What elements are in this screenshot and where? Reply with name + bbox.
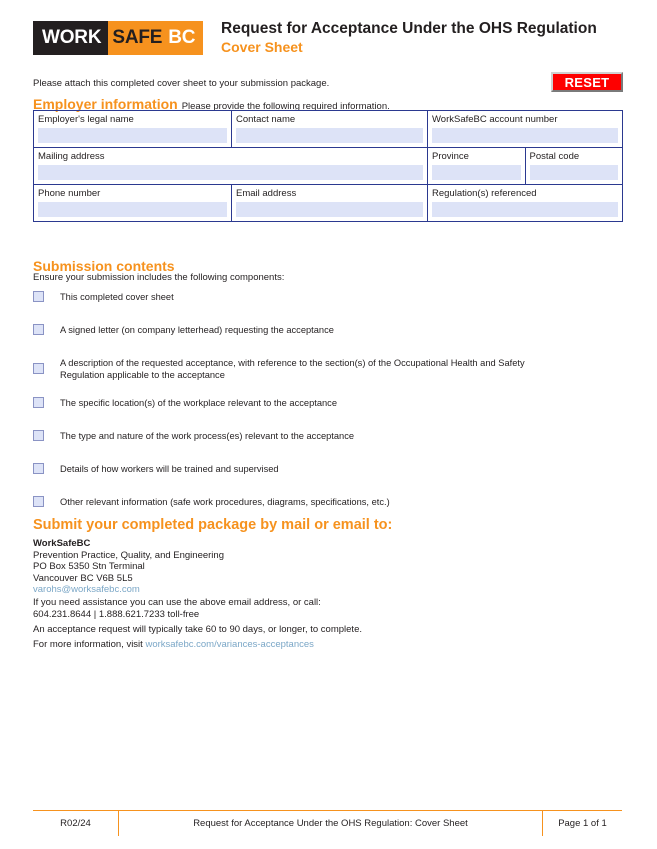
label-province: Province [432,151,469,162]
org-name: WorkSafeBC [33,538,91,549]
employer-heading-text: Employer information [33,96,178,112]
label-regulations-referenced: Regulation(s) referenced [432,188,537,199]
mailing-address-block [33,538,224,596]
checkbox-icon[interactable] [33,496,44,507]
footer-title: Request for Acceptance Under the OHS Regulation: Cover Sheet [193,818,468,829]
footer-page-number: Page 1 of 1 [558,818,607,829]
input-contact-name[interactable] [236,128,423,143]
worksafebc-logo [33,21,196,55]
input-regulations-referenced[interactable] [432,202,618,217]
more-information-prefix: For more information, visit [33,639,146,650]
cell-regulations-referenced [428,185,623,222]
assistance-phone-line: 604.231.8644 | 1.888.621.7233 toll-free [33,608,200,620]
cell-phone-number [34,185,232,222]
input-province[interactable] [432,165,521,180]
submit-package-heading: Submit your completed package by mail or email to: [33,517,393,533]
checkbox-icon[interactable] [33,430,44,441]
cell-mailing-address [34,148,428,185]
po-box: PO Box 5350 Stn Terminal [33,561,145,572]
table-row [34,111,623,148]
city-line: Vancouver BC V6B 5L5 [33,572,133,584]
page-subtitle: Cover Sheet [221,39,303,55]
list-item[interactable] [33,496,613,508]
checkbox-icon[interactable] [33,463,44,474]
reset-button[interactable]: RESET [551,72,623,92]
input-employer-legal-name[interactable] [38,128,227,143]
input-postal-code[interactable] [530,165,619,180]
cell-email-address [232,185,428,222]
checklist-label: A description of the requested acceptance, with reference to the section(s) of the Occupational Health and Safety Regulation applicable to the acceptance [60,358,525,380]
cell-employer-legal-name [34,111,232,148]
page-title: Request for Acceptance Under the OHS Regulation [221,20,597,37]
logo-word-safe: SAFE [112,27,163,48]
assistance-line-1: If you need assistance you can use the above email address, or call: [33,597,321,608]
label-mailing-address: Mailing address [38,151,105,162]
list-item[interactable] [33,357,613,381]
input-email-address[interactable] [236,202,423,217]
checkbox-icon[interactable] [33,363,44,374]
label-contact-name: Contact name [236,114,296,125]
more-information-line [33,639,314,650]
checklist-label: The specific location(s) of the workplace relevant to the acceptance [60,398,337,408]
checklist-label: Other relevant information (safe work procedures, diagrams, specifications, etc.) [60,497,390,507]
checklist-label: Details of how workers will be trained and supervised [60,464,279,474]
checkbox-icon[interactable] [33,397,44,408]
input-account-number[interactable] [432,128,618,143]
label-postal-code: Postal code [529,151,580,162]
department-name: Prevention Practice, Quality, and Engineering [33,549,224,561]
page-header [33,21,624,65]
checklist-label: The type and nature of the work process(es) relevant to the acceptance [60,431,355,441]
list-item[interactable] [33,397,613,409]
list-item[interactable] [33,430,613,442]
checklist-label: A signed letter (on company letterhead) requesting the acceptance [60,325,334,335]
assistance-block [33,597,321,620]
label-email-address: Email address [236,188,297,199]
title-block [221,19,597,57]
submission-heading-text: Submission contents [33,258,175,274]
email-link[interactable]: varohs@worksafebc.com [33,584,140,595]
label-employer-legal-name: Employer's legal name [38,114,134,125]
cell-postal-code [525,148,623,185]
logo-orange-block [108,21,203,55]
logo-word-work: WORK [33,21,108,55]
logo-word-bc: BC [168,27,196,48]
checklist-label: This completed cover sheet [60,292,174,302]
list-item[interactable] [33,463,613,475]
list-item[interactable] [33,324,613,336]
table-row [34,148,623,185]
intro-text: Please attach this completed cover sheet to your submission package. [33,78,330,89]
cell-province [428,148,526,185]
table-row [34,185,623,222]
submission-checklist [33,291,613,508]
input-phone-number[interactable] [38,202,227,217]
cell-account-number [428,111,623,148]
timeline-text: An acceptance request will typically take 60 to 90 days, or longer, to complete. [33,624,362,635]
employer-heading-hint: Please provide the following required information. [181,101,390,112]
cell-contact-name [232,111,428,148]
submission-note: Ensure your submission includes the following components: [33,272,285,283]
page-footer [33,811,622,837]
label-phone-number: Phone number [38,188,101,199]
footer-revision: R02/24 [60,818,91,829]
label-account-number: WorkSafeBC account number [432,114,558,125]
employer-information-table [33,110,623,222]
input-mailing-address[interactable] [38,165,423,180]
checkbox-icon[interactable] [33,324,44,335]
checkbox-icon[interactable] [33,291,44,302]
more-information-link[interactable]: worksafebc.com/variances-acceptances [145,639,314,650]
list-item[interactable] [33,291,613,303]
